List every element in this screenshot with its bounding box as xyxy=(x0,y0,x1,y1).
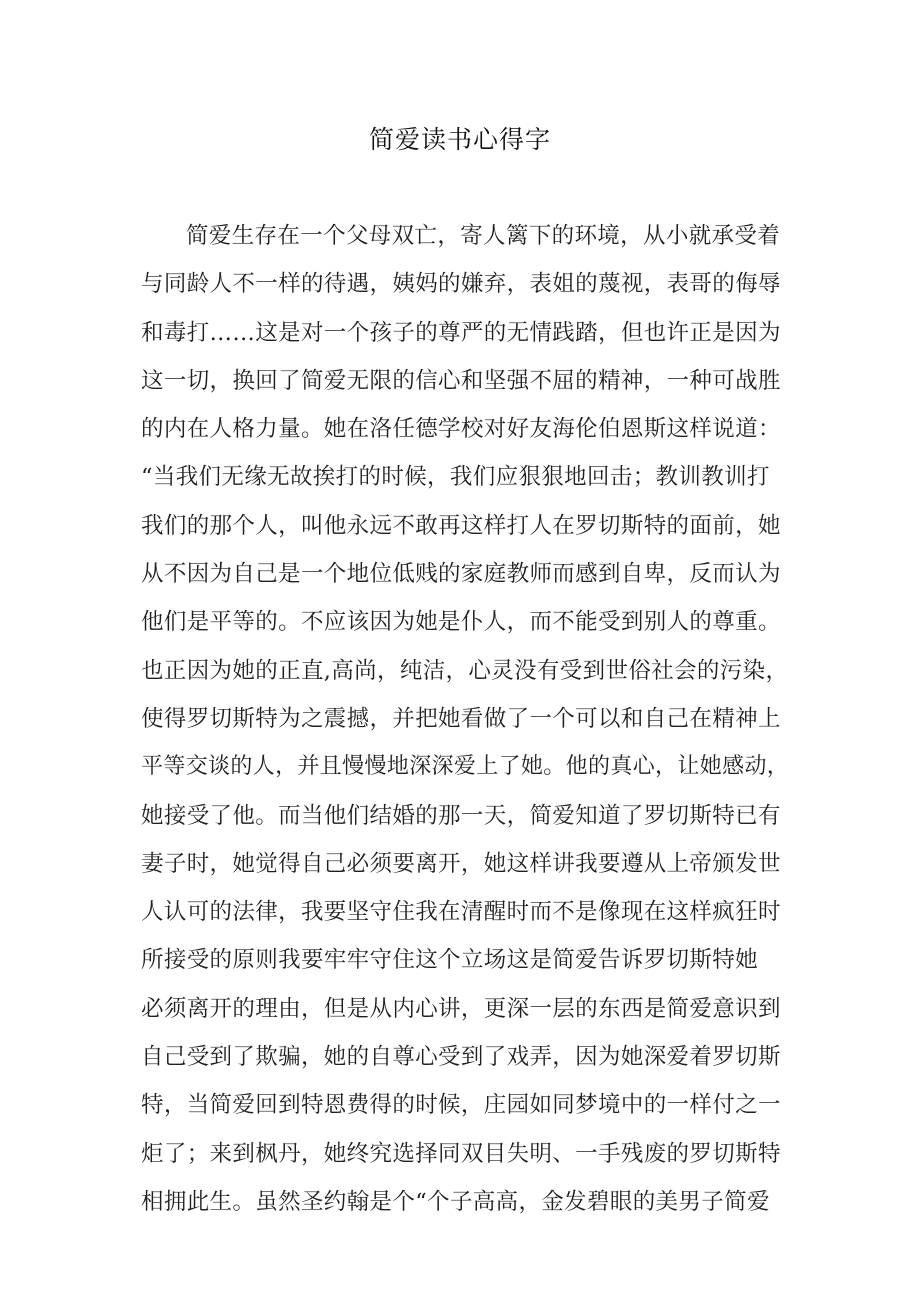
body-text xyxy=(141,212,791,1226)
text-line: 我们的那个人，叫他永远不敢再这样打人在罗切斯特的面前，她 xyxy=(141,512,781,539)
text-line: 他们是平等的。不应该因为她是仆人，而不能受到别人的尊重。 xyxy=(141,609,781,636)
text-line: 相拥此生。虽然圣约翰是个“个子高高，金发碧眼的美男子简爱 xyxy=(141,1188,770,1215)
text-line: 平等交谈的人，并且慢慢地深深爱上了她。他的真心，让她感动， xyxy=(141,754,790,780)
text-line: 人认可的法律，我要坚守住我在清醒时而不是像现在这样疯狂时 xyxy=(141,899,781,926)
text-line: 也正因为她的正直,高尚，纯洁，心灵没有受到世俗社会的污染， xyxy=(141,657,789,684)
text-line: 从不因为自己是一个地位低贱的家庭教师而感到自卑，反而认为 xyxy=(141,561,781,588)
text-line: 和毒打……这是对一个孩子的尊严的无情践踏，但也许正是因为 xyxy=(141,319,781,346)
text-line: 这一切，换回了简爱无限的信心和坚强不屈的精神，一种可战胜 xyxy=(141,367,781,394)
text-line: 炬了；来到枫丹，她终究选择同双目失明、一手残废的罗切斯特 xyxy=(141,1140,781,1167)
text-line: 所接受的原则我要牢牢守住这个立场这是简爱告诉罗切斯特她 xyxy=(141,947,758,974)
text-line: 自己受到了欺骗，她的自尊心受到了戏弄，因为她深爱着罗切斯 xyxy=(141,1044,781,1071)
text-line: 特，当简爱回到特恩费得的时候，庄园如同梦境中的一样付之一 xyxy=(141,1092,781,1119)
text-line: 必须离开的理由，但是从内心讲，更深一层的东西是简爱意识到 xyxy=(141,995,781,1022)
text-line: 她接受了他。而当他们结婚的那一天，简爱知道了罗切斯特已有 xyxy=(141,802,781,829)
text-line: “当我们无缘无故挨打的时候，我们应狠狠地回击；教训教训打 xyxy=(141,464,770,491)
document-title: 简爱读书心得字 xyxy=(368,125,551,154)
text-line: 与同龄人不一样的待遇，姨妈的嫌弃，表姐的蔑视，表哥的侮辱 xyxy=(141,271,781,298)
text-line: 使得罗切斯特为之震撼，并把她看做了一个可以和自己在精神上 xyxy=(141,705,781,732)
text-line: 妻子时，她觉得自己必须要离开，她这样讲我要遵从上帝颁发世 xyxy=(141,850,781,877)
text-line: 简爱生存在一个父母双亡，寄人篱下的环境，从小就承受着 xyxy=(186,223,781,249)
text-line: 的内在人格力量。她在洛任德学校对好友海伦伯恩斯这样说道： xyxy=(141,416,781,443)
